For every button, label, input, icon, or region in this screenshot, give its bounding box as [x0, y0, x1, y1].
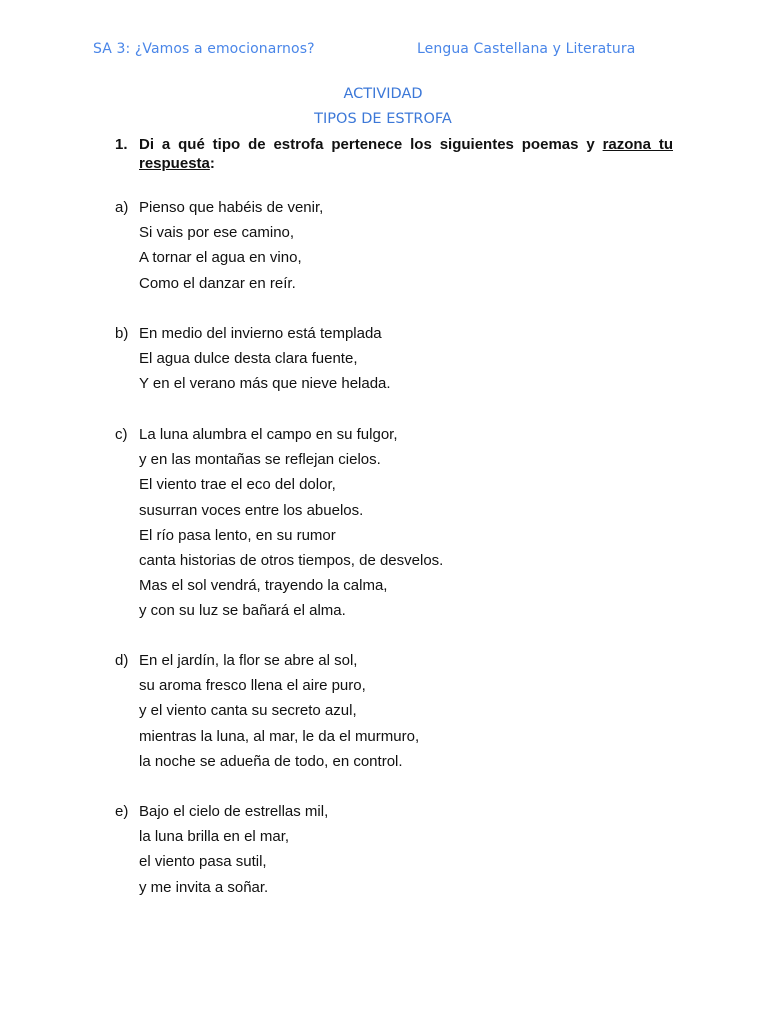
poem-letter: b): [115, 325, 129, 342]
poem-line: El agua dulce desta clara fuente,: [139, 350, 358, 368]
poem-letter: a): [115, 199, 129, 216]
poem-line: Pienso que habéis de venir,: [139, 199, 324, 216]
poem-line: la noche se adueña de todo, en control.: [139, 752, 403, 770]
poem-line: Bajo el cielo de estrellas mil,: [139, 803, 329, 820]
activity-subtitle: TIPOS DE ESTROFA: [314, 111, 452, 127]
question-text-main: Di a qué tipo de estrofa pertenece los siguientes poemas y: [139, 136, 603, 153]
poem-line: El río pasa lento, en su rumor: [139, 526, 336, 544]
poem-line: canta historias de otros tiempos, de desvelos.: [139, 552, 444, 569]
question-1: [115, 135, 673, 173]
poem-line: el viento pasa sutil,: [139, 853, 267, 871]
question-text-end: :: [209, 155, 215, 172]
header-course-name: Lengua Castellana y Literatura: [417, 41, 636, 57]
poem-line: Y en el verano más que nieve helada.: [139, 375, 391, 393]
poem-line: la luna brilla en el mar,: [139, 828, 290, 846]
poem-line: y en las montañas se reflejan cielos.: [139, 451, 381, 469]
question-number: 1.: [115, 136, 128, 153]
poem-line: En medio del invierno está templada: [139, 325, 382, 342]
poem-line: El viento trae el eco del dolor,: [139, 476, 336, 494]
poem-line: y con su luz se bañará el alma.: [139, 602, 346, 620]
poem-line: En el jardín, la flor se abre al sol,: [139, 652, 358, 669]
poem-line: mientras la luna, al mar, le da el murmuro,: [139, 727, 420, 745]
poem-line: Como el danzar en reír.: [139, 274, 296, 292]
poem-line: y me invita a soñar.: [139, 878, 269, 896]
poem-line: su aroma fresco llena el aire puro,: [139, 677, 366, 695]
poem-line: Si vais por ese camino,: [139, 224, 295, 242]
poem-letter: d): [115, 652, 129, 669]
poem-letter: e): [115, 803, 129, 820]
poem-line: susurran voces entre los abuelos.: [139, 501, 364, 519]
poem-line: A tornar el agua en vino,: [139, 249, 302, 267]
question-text: [139, 135, 673, 173]
activity-title: ACTIVIDAD: [343, 86, 423, 102]
poem-line: y el viento canta su secreto azul,: [139, 702, 357, 720]
header-subject-unit: SA 3: ¿Vamos a emocionarnos?: [93, 41, 315, 57]
question-text-underlined: razona tu respuesta: [139, 136, 673, 172]
poem-line: Mas el sol vendrá, trayendo la calma,: [139, 577, 388, 595]
poem-letter: c): [115, 426, 128, 443]
poem-line: La luna alumbra el campo en su fulgor,: [139, 426, 398, 443]
